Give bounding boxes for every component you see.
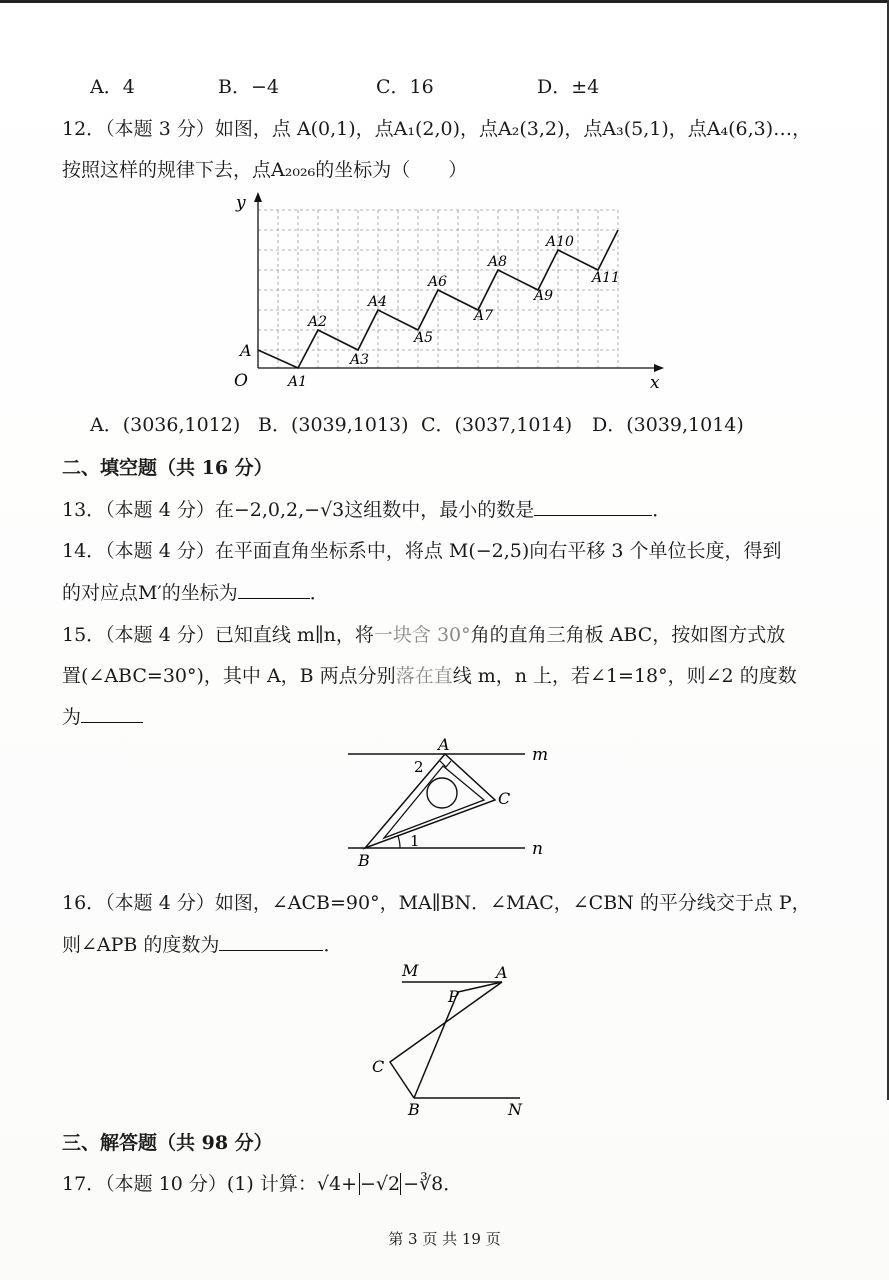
q11-option-d: D．±4: [537, 76, 600, 98]
q12-point-a11: A11: [592, 270, 620, 286]
q15-text1a: 15．（本题 4 分）已知直线 m∥n，将: [62, 624, 374, 646]
q12-option-b: B．(3039,1013): [258, 414, 409, 436]
q15-line3: [62, 702, 143, 729]
q12-point-a8: A8: [488, 254, 508, 270]
q15-answer-blank[interactable]: [81, 704, 143, 723]
q12-point-a7: A7: [474, 308, 494, 324]
q15-line2: [62, 661, 797, 688]
page-footer: 第 3 页 共 19 页: [388, 1230, 501, 1248]
q17-expr-c: −: [403, 1173, 420, 1195]
top-border: [0, 0, 889, 3]
q15-text1b: 一块含 30°: [373, 624, 471, 646]
q15-text2c: 线 m，n 上，若∠1=18°，则∠2 的度数: [452, 665, 797, 687]
q15-label-a: A: [438, 735, 450, 754]
q13-answer-blank[interactable]: [534, 497, 652, 516]
q12-stem-line2: 按照这样的规律下去，点A₂₀₂₆的坐标为（ ）: [62, 159, 468, 181]
q11-option-c: C．16: [376, 76, 434, 98]
q17-prefix: 17．（本题 10 分）(1) 计算：: [62, 1173, 317, 1195]
q11-option-a: A．4: [90, 76, 135, 98]
q16-figure: [368, 958, 538, 1118]
q12-point-a2: A2: [308, 314, 328, 330]
q15-figure: [340, 730, 560, 870]
q15-label-b: B: [358, 851, 370, 870]
q11-option-b: B．−4: [218, 76, 279, 98]
q17-abs-close: [400, 1173, 401, 1195]
q15-line1: [62, 620, 785, 647]
q12-point-a5: A5: [414, 330, 434, 346]
q17-end: ．: [443, 1173, 463, 1195]
q12-option-d: D．(3039,1014): [592, 414, 744, 436]
q12-axis-x-label: x: [650, 373, 660, 393]
q15-label-angle2: 2: [414, 758, 424, 776]
q12-point-a3: A3: [350, 352, 370, 368]
q12-axis-y-label: y: [236, 193, 246, 213]
q15-right-angle-mark: [440, 761, 451, 767]
q15-text3: 为: [62, 706, 82, 728]
q12-option-a: A．(3036,1012): [90, 414, 241, 436]
q12-origin-label: O: [234, 371, 248, 391]
q16-label-m: M: [402, 961, 419, 980]
q16-label-p: P: [448, 987, 459, 1006]
q12-point-a10: A10: [546, 234, 574, 250]
q16-answer-blank[interactable]: [219, 932, 323, 951]
q14-line2: [62, 578, 329, 605]
q14-end: ．: [309, 582, 329, 604]
q12-grid-figure: [228, 188, 668, 394]
q14-text2: 的对应点M′的坐标为: [62, 582, 238, 604]
q16-line1: 16．（本题 4 分）如图，∠ACB=90°，MA∥BN．∠MAC，∠CBN 的平分线交于点 P，: [62, 892, 811, 914]
q15-label-angle1: 1: [410, 832, 420, 850]
q13-line: [62, 495, 671, 522]
q12-stem-line1: 12．（本题 3 分）如图，点 A(0,1)，点A₁(2,0)，点A₂(3,2)，点A₃(5,1)，点A₄(6,3)…，: [62, 118, 812, 140]
q12-zigzag-path: [258, 230, 618, 368]
q12-point-a1: A1: [288, 374, 308, 390]
q16-bisector-bp: [414, 992, 458, 1098]
q16-label-c: C: [372, 1057, 385, 1076]
q16-polyline-acb: [390, 982, 502, 1098]
q12-point-a: A: [240, 341, 252, 360]
section-2-heading: 二、填空题（共 16 分）: [62, 457, 273, 479]
q14-answer-blank[interactable]: [238, 580, 310, 599]
q16-end: ．: [323, 934, 343, 956]
section-3-heading: 三、解答题（共 98 分）: [62, 1132, 273, 1154]
q12-point-a9: A9: [534, 288, 554, 304]
q15-label-m: m: [532, 745, 549, 765]
q12-option-c: C．(3037,1014): [421, 414, 573, 436]
q12-point-a4: A4: [368, 294, 388, 310]
q13-text: 13．（本题 4 分）在−2,0,2,−√3这组数中，最小的数是: [62, 499, 535, 521]
q16-label-n: N: [508, 1100, 522, 1118]
q15-text2a: 置(∠ABC=30°)，其中 A，B 两点分别: [62, 665, 396, 687]
q12-point-a6: A6: [428, 274, 448, 290]
q15-triangle-hole: [427, 778, 457, 808]
q16-label-b: B: [408, 1100, 420, 1118]
q17-expr-a: √4+: [316, 1173, 358, 1195]
q15-label-c: C: [498, 789, 511, 808]
q15-label-n: n: [532, 839, 543, 859]
q16-text2: 则∠APB 的度数为: [62, 934, 220, 956]
q15-text1c: 角的直角三角板 ABC，按如图方式放: [470, 624, 786, 646]
q13-end: ．: [652, 499, 672, 521]
q16-line2: [62, 930, 342, 957]
q16-label-a: A: [496, 963, 508, 982]
q17-expr-b: −√2: [360, 1173, 401, 1195]
q17-line: [62, 1169, 462, 1196]
q15-angle1-arc: [398, 836, 400, 848]
q15-text2b: 落在直: [395, 665, 453, 687]
q14-line1: 14．（本题 4 分）在平面直角坐标系中，将点 M(−2,5)向右平移 3 个单位长度，得到: [62, 540, 782, 562]
q17-expr-d: ∛8: [419, 1173, 444, 1195]
